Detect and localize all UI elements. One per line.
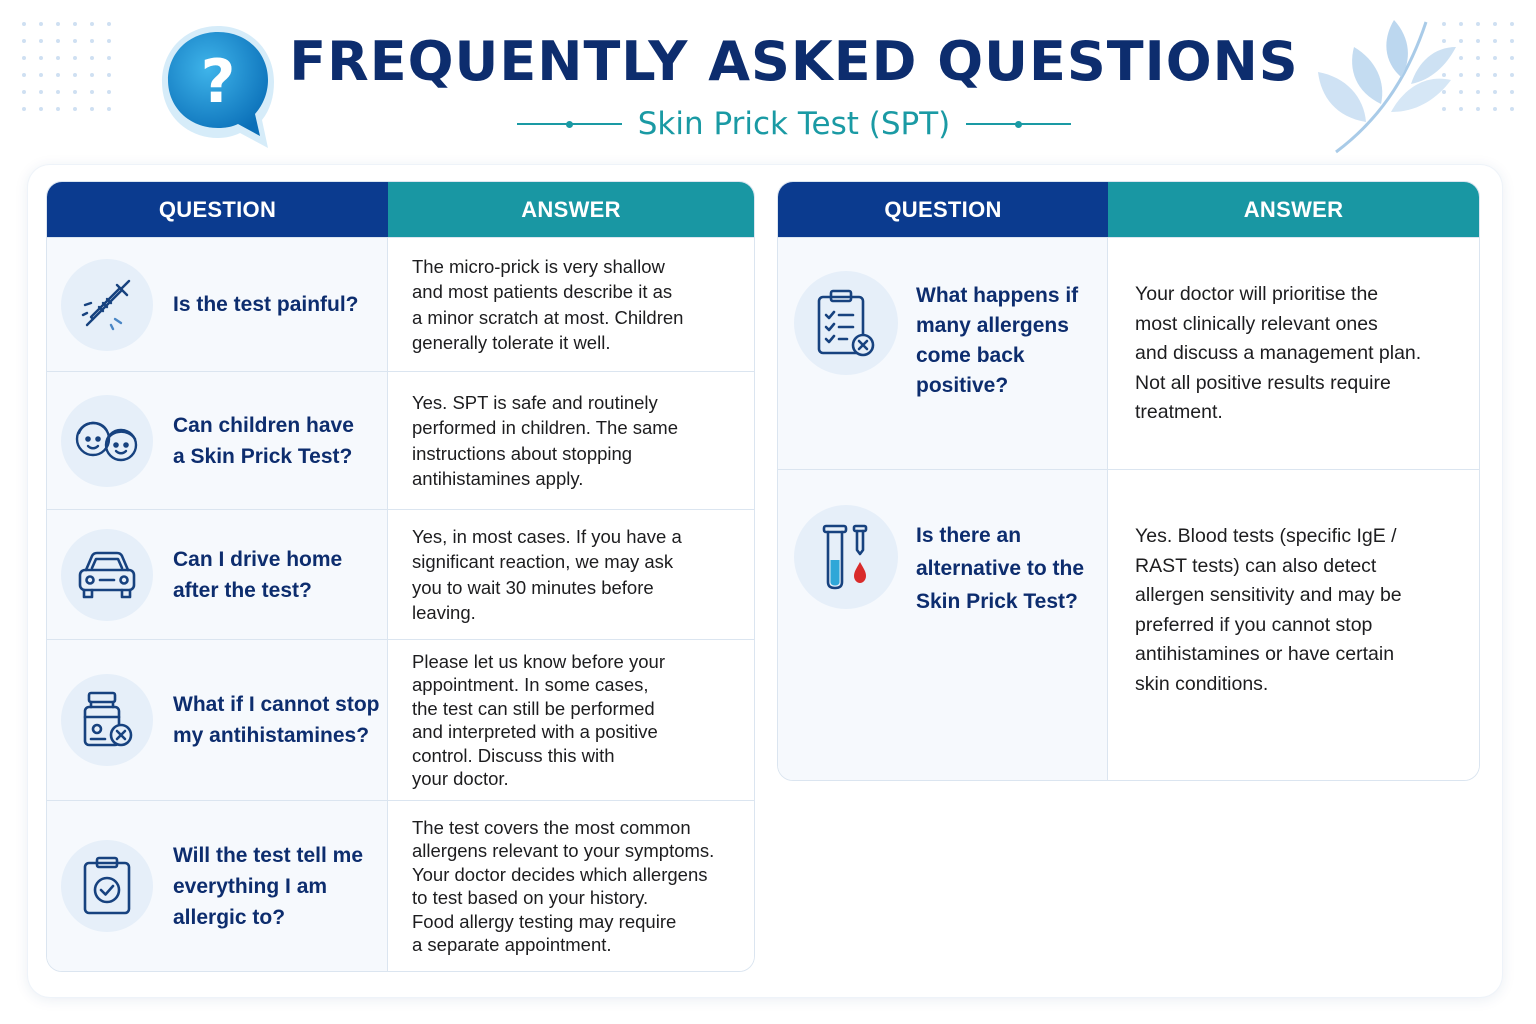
answer-cell — [388, 372, 754, 509]
question-text — [173, 544, 342, 606]
answer-line: a separate appointment. — [412, 934, 612, 955]
answer-line: and discuss a management plan. — [1135, 342, 1422, 364]
question-cell — [47, 801, 388, 971]
answer-line: generally tolerate it well. — [412, 332, 611, 353]
question-text — [173, 410, 354, 472]
medicine-bottle-cancel-icon — [61, 674, 153, 766]
table-row — [47, 371, 754, 509]
question-line: Skin Prick Test? — [916, 590, 1078, 613]
page-title: FREQUENTLY ASKED QUESTIONS — [289, 30, 1299, 93]
answer-line: you to wait 30 minutes before — [412, 576, 654, 598]
clipboard-check-icon — [61, 840, 153, 932]
answer-line: the test can still be performed — [412, 697, 655, 719]
question-line: Can I drive home — [173, 547, 343, 571]
answer-line: allergen sensitivity and may be — [1135, 584, 1402, 606]
answer-line: Yes. SPT is safe and routinely — [412, 391, 658, 413]
question-cell — [47, 372, 388, 509]
answer-text — [412, 650, 665, 791]
subtitle-divider-right — [966, 121, 1071, 128]
page-subtitle: Skin Prick Test (SPT) — [637, 106, 951, 142]
answer-line: preferred if you cannot stop — [1135, 613, 1373, 636]
svg-text:?: ? — [200, 47, 236, 117]
question-line: everything I am — [173, 874, 328, 898]
answer-line: antihistamines apply. — [412, 468, 584, 489]
answer-line: skin conditions. — [1135, 672, 1269, 695]
answer-line: instructions about stopping — [412, 442, 633, 464]
question-line: allergic to? — [173, 905, 286, 929]
question-text — [173, 689, 379, 751]
question-column-header: QUESTION — [778, 182, 1108, 237]
children-faces-icon — [61, 395, 153, 487]
answer-cell — [1108, 238, 1479, 469]
table-row — [778, 237, 1479, 469]
question-line: my antihistamines? — [173, 724, 370, 747]
answer-cell — [388, 801, 754, 971]
answer-line: leaving. — [412, 602, 476, 623]
answer-line: control. Discuss this with — [412, 744, 615, 766]
answer-text — [1135, 280, 1421, 428]
table-header — [778, 182, 1479, 237]
answer-text — [412, 254, 683, 356]
answer-line: antihistamines or have certain — [1135, 643, 1395, 665]
question-cell — [778, 470, 1108, 781]
question-line: alternative to the — [916, 557, 1085, 580]
question-text — [916, 271, 1078, 401]
answer-line: your doctor. — [412, 768, 509, 789]
test-tube-dropper-icon — [794, 505, 898, 609]
table-row — [47, 800, 754, 971]
question-line: many allergens — [916, 314, 1069, 337]
answer-line: a minor scratch at most. Children — [412, 306, 684, 328]
question-cell — [47, 238, 388, 371]
table-row — [778, 469, 1479, 781]
answer-line: appointment. In some cases, — [412, 674, 649, 695]
answer-line: allergens relevant to your symptoms. — [412, 840, 715, 861]
answer-line: The test covers the most common — [412, 816, 691, 838]
answer-text — [412, 390, 678, 492]
subtitle-row — [0, 106, 1536, 142]
answer-line: to test based on your history. — [412, 887, 649, 908]
answer-line: significant reaction, we may ask — [412, 551, 674, 572]
question-text — [173, 840, 363, 933]
faq-table-left — [46, 181, 755, 972]
answer-line: Yes. Blood tests (specific IgE / — [1135, 525, 1397, 547]
subtitle-divider-left — [517, 121, 622, 128]
answer-line: and most patients describe it as — [412, 281, 673, 302]
answer-line: The micro-prick is very shallow — [412, 255, 665, 277]
answer-line: most clinically relevant ones — [1135, 312, 1378, 335]
answer-column-header: ANSWER — [388, 182, 754, 237]
syringe-icon — [61, 259, 153, 351]
answer-line: Your doctor will prioritise the — [1135, 283, 1379, 305]
answer-line: Please let us know before your — [412, 650, 665, 672]
answer-line: Yes, in most cases. If you have a — [412, 525, 682, 547]
faq-table-right — [777, 181, 1480, 781]
answer-text — [412, 816, 714, 957]
answer-cell — [388, 510, 754, 639]
question-line: a Skin Prick Test? — [173, 444, 353, 468]
question-text — [916, 505, 1084, 618]
question-line: Will the test tell me — [173, 843, 364, 867]
table-row — [47, 237, 754, 371]
answer-line: and interpreted with a positive — [412, 721, 658, 742]
answer-cell — [1108, 470, 1479, 781]
question-cell — [778, 238, 1108, 469]
question-line: Can children have — [173, 413, 354, 437]
answer-column-header: ANSWER — [1108, 182, 1479, 237]
question-line: Is the test painful? — [173, 293, 359, 316]
question-column-header: QUESTION — [47, 182, 388, 237]
car-icon — [61, 529, 153, 621]
question-cell — [47, 510, 388, 639]
answer-line: Food allergy testing may require — [412, 910, 677, 932]
answer-line: treatment. — [1135, 401, 1223, 423]
answer-text — [1135, 522, 1402, 699]
answer-line: Not all positive results require — [1135, 371, 1391, 394]
answer-cell — [388, 238, 754, 371]
question-line: positive? — [916, 374, 1009, 397]
question-cell — [47, 640, 388, 800]
question-line: What if I cannot stop — [173, 693, 380, 716]
question-line: after the test? — [173, 578, 312, 602]
answer-line: Your doctor decides which allergens — [412, 863, 708, 885]
question-text — [173, 289, 359, 320]
answer-line: RAST tests) can also detect — [1135, 554, 1377, 577]
question-line: What happens if — [916, 284, 1079, 307]
answer-line: performed in children. The same — [412, 417, 678, 438]
question-line: Is there an — [916, 524, 1022, 547]
question-line: come back — [916, 344, 1025, 367]
table-row — [47, 639, 754, 800]
answer-text — [412, 524, 682, 626]
table-row — [47, 509, 754, 639]
answer-cell — [388, 640, 754, 800]
checklist-cancel-icon — [794, 271, 898, 375]
table-header — [47, 182, 754, 237]
